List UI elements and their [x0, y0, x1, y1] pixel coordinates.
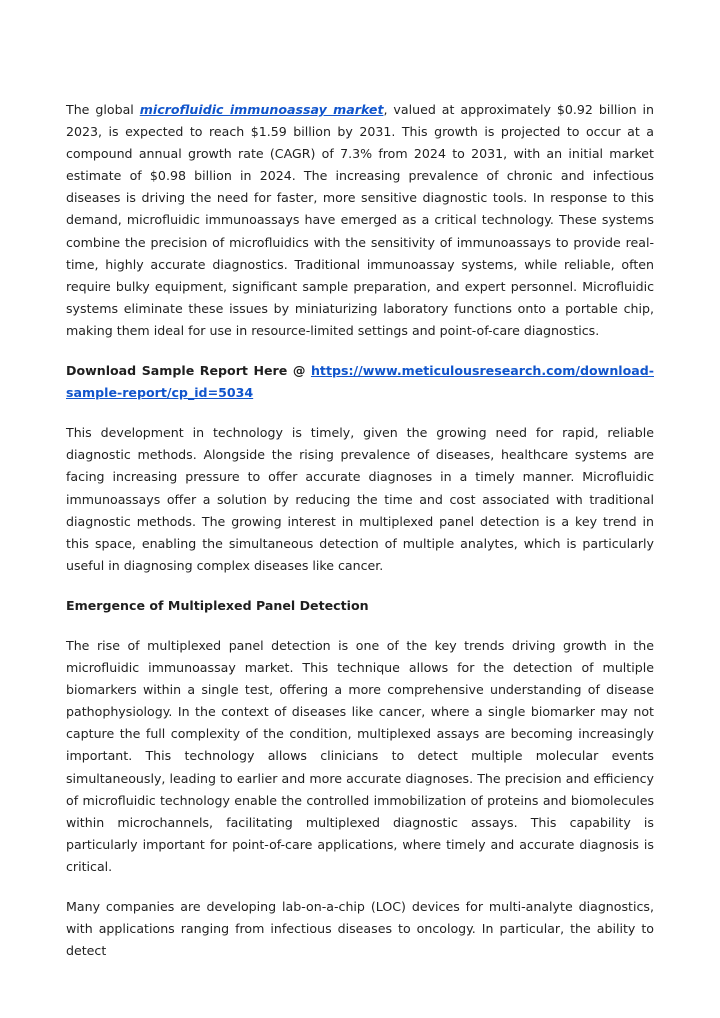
intro-prefix: The global: [66, 102, 140, 117]
multiplexed-paragraph: The rise of multiplexed panel detection is one of the key trends driving growth in the microfluidic immunoassay market. This technique allows for the detection of multiple biomarkers within a single test, offering a more comprehensive understanding of disease pathophysiology. In the context of diseases like cancer, where a single biomarker may not capture the full complexity of the condition, multiplexed assays are becoming increasingly important. This technology allows clinicians to detect multiple molecular events simultaneously, leading to earlier and more accurate diagnoses. The precision and efficiency of microfluidic technology enable the controlled immobilization of proteins and biomolecules within microchannels, facilitating multiplexed diagnostic assays. This capability is particularly important for point-of-care applications, where timely and accurate diagnosis is critical.: [66, 637, 654, 874]
download-label: Download Sample Report Here @: [66, 363, 311, 379]
download-sample-line: [66, 360, 654, 404]
section-heading: Emergence of Multiplexed Panel Detection: [66, 597, 369, 613]
intro-body: , valued at approximately $0.92 billion in 2023, is expected to reach $1.59 billion by 2031. This growth is projected to occur at a compound annual growth rate (CAGR) of 7.3% from 2024 to 2031, with an initial market estimate of $0.98 billion in 2024. The increasing prevalence of chronic and infectious diseases is driving the need for faster, more sensitive diagnostic tools. In response to this demand, microfluidic immunoassays have emerged as a critical technology. These systems combine the precision of microfluidics with the sensitivity of immunoassays to provide real-time, highly accurate diagnostics. Traditional immunoassay systems, while reliable, often require bulky equipment, significant sample preparation, and expert personnel. Microfluidic systems eliminate these issues by miniaturizing laboratory functions onto a portable chip, making them ideal for use in resource-limited settings and point-of-care diagnostics.: [66, 102, 654, 338]
companies-paragraph: Many companies are developing lab-on-a-chip (LOC) devices for multi-analyte diagnostics, with applications ranging from infectious diseases to oncology. In particular, the ability to detect: [66, 899, 654, 959]
market-report-link[interactable]: microfluidic immunoassay market: [139, 102, 384, 117]
development-paragraph: This development in technology is timely, given the growing need for rapid, reliable diagnostic methods. Alongside the rising prevalence of diseases, healthcare systems are facing increasing pressure to offer accurate diagnoses in a timely manner. Microfluidic immunoassays offer a solution by reducing the time and cost associated with traditional diagnostic methods. The growing interest in multiplexed panel detection is a key trend in this space, enabling the simultaneous detection of multiple analytes, which is particularly useful in diagnosing complex diseases like cancer.: [66, 425, 654, 573]
download-sample-link[interactable]: https://www.meticulousresearch.com/download-sample-report/cp_id=5034: [66, 363, 654, 401]
intro-paragraph: [66, 99, 654, 342]
document-page: [66, 99, 654, 962]
